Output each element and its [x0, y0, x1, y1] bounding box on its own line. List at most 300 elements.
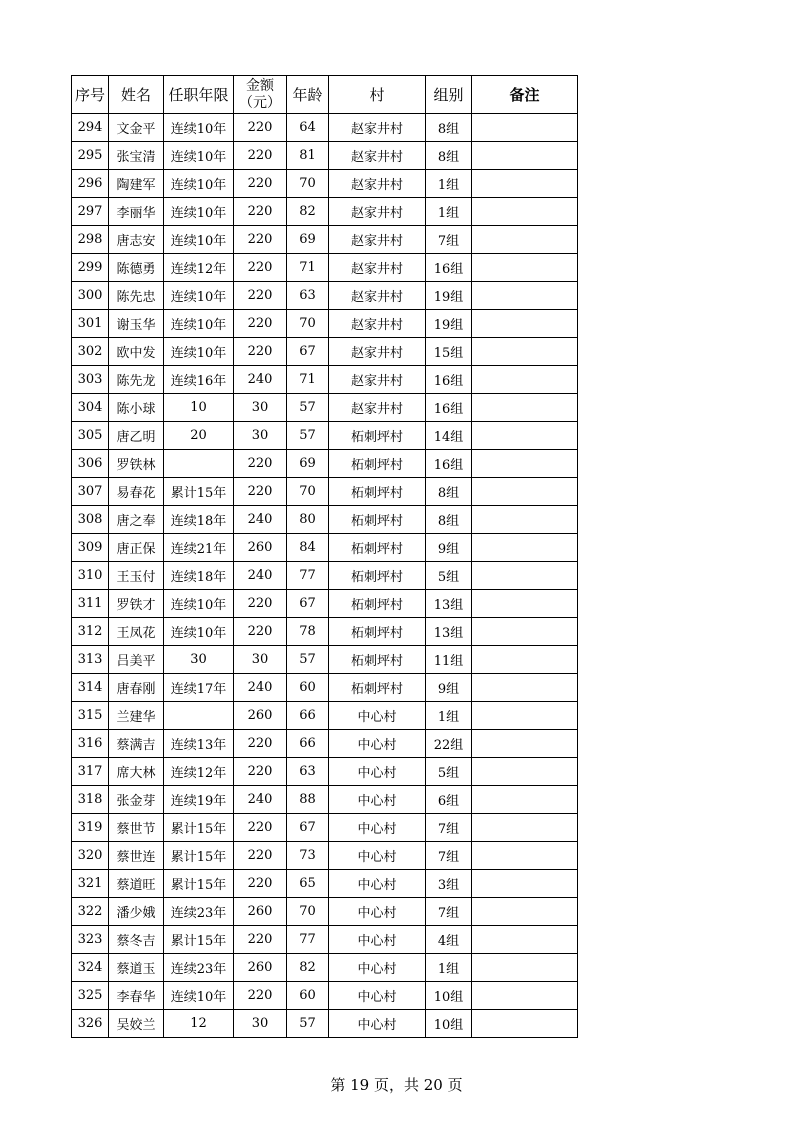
cell-amount: 220 — [234, 450, 287, 478]
cell-name: 唐乙明 — [109, 422, 164, 450]
cell-tenure: 连续23年 — [164, 898, 234, 926]
table-row — [72, 786, 578, 814]
cell-remarks — [472, 338, 578, 366]
cell-age: 57 — [287, 646, 329, 674]
cell-name: 李丽华 — [109, 198, 164, 226]
cell-age: 70 — [287, 478, 329, 506]
cell-village: 中心村 — [329, 1010, 426, 1038]
cell-index: 309 — [72, 534, 109, 562]
cell-amount: 220 — [234, 758, 287, 786]
cell-village: 柘刺坪村 — [329, 478, 426, 506]
cell-group: 1组 — [426, 954, 472, 982]
cell-age: 57 — [287, 394, 329, 422]
cell-village: 柘刺坪村 — [329, 674, 426, 702]
cell-village: 赵家井村 — [329, 198, 426, 226]
cell-tenure: 累计15年 — [164, 842, 234, 870]
cell-index: 303 — [72, 366, 109, 394]
cell-index: 299 — [72, 254, 109, 282]
cell-group: 10组 — [426, 982, 472, 1010]
cell-index: 302 — [72, 338, 109, 366]
cell-index: 307 — [72, 478, 109, 506]
cell-amount: 220 — [234, 870, 287, 898]
cell-name: 吴姣兰 — [109, 1010, 164, 1038]
table-row — [72, 170, 578, 198]
table-row — [72, 534, 578, 562]
cell-remarks — [472, 254, 578, 282]
cell-remarks — [472, 534, 578, 562]
cell-remarks — [472, 730, 578, 758]
cell-group: 9组 — [426, 674, 472, 702]
cell-remarks — [472, 898, 578, 926]
cell-name: 蔡道玉 — [109, 954, 164, 982]
cell-name: 李春华 — [109, 982, 164, 1010]
cell-age: 70 — [287, 170, 329, 198]
cell-village: 中心村 — [329, 842, 426, 870]
cell-remarks — [472, 394, 578, 422]
table-header — [72, 76, 578, 114]
cell-group: 3组 — [426, 870, 472, 898]
cell-village: 中心村 — [329, 814, 426, 842]
cell-name: 罗铁才 — [109, 590, 164, 618]
cell-age: 84 — [287, 534, 329, 562]
cell-index: 295 — [72, 142, 109, 170]
cell-tenure: 连续10年 — [164, 226, 234, 254]
cell-amount: 30 — [234, 394, 287, 422]
cell-index: 294 — [72, 114, 109, 142]
cell-remarks — [472, 870, 578, 898]
cell-index: 313 — [72, 646, 109, 674]
cell-group: 1组 — [426, 198, 472, 226]
cell-remarks — [472, 618, 578, 646]
cell-tenure: 10 — [164, 394, 234, 422]
cell-amount: 220 — [234, 814, 287, 842]
cell-remarks — [472, 926, 578, 954]
cell-group: 10组 — [426, 1010, 472, 1038]
cell-name: 罗铁林 — [109, 450, 164, 478]
table-row — [72, 198, 578, 226]
cell-village: 赵家井村 — [329, 366, 426, 394]
header-village: 村 — [329, 76, 426, 114]
cell-group: 13组 — [426, 590, 472, 618]
cell-group: 22组 — [426, 730, 472, 758]
cell-village: 赵家井村 — [329, 226, 426, 254]
table-row — [72, 758, 578, 786]
cell-name: 张宝清 — [109, 142, 164, 170]
cell-group: 8组 — [426, 142, 472, 170]
cell-index: 319 — [72, 814, 109, 842]
cell-amount: 220 — [234, 926, 287, 954]
cell-amount: 260 — [234, 702, 287, 730]
cell-group: 8组 — [426, 478, 472, 506]
table-row — [72, 870, 578, 898]
cell-name: 唐春刚 — [109, 674, 164, 702]
cell-age: 67 — [287, 590, 329, 618]
cell-remarks — [472, 674, 578, 702]
cell-name: 唐之奉 — [109, 506, 164, 534]
cell-village: 中心村 — [329, 870, 426, 898]
cell-remarks — [472, 1010, 578, 1038]
cell-tenure — [164, 450, 234, 478]
cell-age: 78 — [287, 618, 329, 646]
table-row — [72, 618, 578, 646]
cell-tenure: 连续10年 — [164, 198, 234, 226]
cell-tenure: 连续10年 — [164, 590, 234, 618]
table-row — [72, 310, 578, 338]
header-group: 组别 — [426, 76, 472, 114]
cell-tenure: 连续12年 — [164, 758, 234, 786]
cell-tenure: 连续17年 — [164, 674, 234, 702]
cell-group: 14组 — [426, 422, 472, 450]
cell-group: 7组 — [426, 814, 472, 842]
page-footer: 第 19 页，共 20 页 — [330, 1076, 463, 1094]
cell-tenure: 30 — [164, 646, 234, 674]
cell-village: 中心村 — [329, 786, 426, 814]
table-row — [72, 730, 578, 758]
cell-remarks — [472, 702, 578, 730]
cell-amount: 240 — [234, 786, 287, 814]
cell-amount: 220 — [234, 618, 287, 646]
cell-name: 席大林 — [109, 758, 164, 786]
table-row — [72, 674, 578, 702]
cell-tenure: 累计15年 — [164, 478, 234, 506]
cell-village: 柘刺坪村 — [329, 450, 426, 478]
cell-name: 王玉付 — [109, 562, 164, 590]
cell-index: 314 — [72, 674, 109, 702]
table-row — [72, 422, 578, 450]
cell-amount: 30 — [234, 646, 287, 674]
cell-index: 323 — [72, 926, 109, 954]
cell-group: 7组 — [426, 842, 472, 870]
cell-remarks — [472, 422, 578, 450]
header-amount: 金额（元） — [234, 76, 287, 114]
cell-group: 9组 — [426, 534, 472, 562]
cell-village: 柘刺坪村 — [329, 646, 426, 674]
cell-remarks — [472, 954, 578, 982]
cell-village: 柘刺坪村 — [329, 506, 426, 534]
cell-age: 60 — [287, 674, 329, 702]
cell-tenure: 连续10年 — [164, 114, 234, 142]
cell-group: 7组 — [426, 898, 472, 926]
cell-village: 中心村 — [329, 730, 426, 758]
cell-village: 中心村 — [329, 702, 426, 730]
cell-amount: 220 — [234, 114, 287, 142]
cell-index: 300 — [72, 282, 109, 310]
cell-remarks — [472, 198, 578, 226]
cell-tenure: 累计15年 — [164, 926, 234, 954]
cell-age: 69 — [287, 226, 329, 254]
cell-village: 赵家井村 — [329, 394, 426, 422]
header-tenure: 任职年限 — [164, 76, 234, 114]
cell-age: 70 — [287, 310, 329, 338]
cell-age: 80 — [287, 506, 329, 534]
cell-name: 陈先龙 — [109, 366, 164, 394]
table-row — [72, 254, 578, 282]
cell-tenure: 20 — [164, 422, 234, 450]
cell-index: 310 — [72, 562, 109, 590]
cell-name: 潘少娥 — [109, 898, 164, 926]
cell-name: 吕美平 — [109, 646, 164, 674]
cell-index: 320 — [72, 842, 109, 870]
cell-age: 71 — [287, 254, 329, 282]
cell-group: 13组 — [426, 618, 472, 646]
cell-age: 67 — [287, 338, 329, 366]
cell-remarks — [472, 282, 578, 310]
cell-remarks — [472, 450, 578, 478]
cell-amount: 220 — [234, 142, 287, 170]
cell-village: 赵家井村 — [329, 338, 426, 366]
cell-village: 中心村 — [329, 758, 426, 786]
cell-name: 蔡满吉 — [109, 730, 164, 758]
cell-index: 305 — [72, 422, 109, 450]
table-row — [72, 562, 578, 590]
cell-group: 15组 — [426, 338, 472, 366]
table-row — [72, 814, 578, 842]
cell-name: 蔡道旺 — [109, 870, 164, 898]
cell-tenure: 连续10年 — [164, 170, 234, 198]
cell-remarks — [472, 562, 578, 590]
cell-index: 298 — [72, 226, 109, 254]
cell-village: 柘刺坪村 — [329, 562, 426, 590]
cell-age: 69 — [287, 450, 329, 478]
cell-index: 311 — [72, 590, 109, 618]
cell-age: 73 — [287, 842, 329, 870]
cell-amount: 220 — [234, 338, 287, 366]
cell-tenure: 连续16年 — [164, 366, 234, 394]
cell-tenure: 连续13年 — [164, 730, 234, 758]
cell-tenure: 累计15年 — [164, 814, 234, 842]
table-row — [72, 226, 578, 254]
cell-group: 19组 — [426, 310, 472, 338]
cell-remarks — [472, 170, 578, 198]
table-row — [72, 1010, 578, 1038]
cell-group: 11组 — [426, 646, 472, 674]
cell-group: 7组 — [426, 226, 472, 254]
cell-age: 77 — [287, 926, 329, 954]
cell-age: 71 — [287, 366, 329, 394]
header-age: 年龄 — [287, 76, 329, 114]
cell-village: 柘刺坪村 — [329, 590, 426, 618]
table-row — [72, 590, 578, 618]
cell-amount: 220 — [234, 310, 287, 338]
cell-group: 6组 — [426, 786, 472, 814]
cell-age: 67 — [287, 814, 329, 842]
cell-amount: 220 — [234, 730, 287, 758]
cell-tenure: 连续10年 — [164, 338, 234, 366]
table-row — [72, 338, 578, 366]
cell-name: 蔡冬吉 — [109, 926, 164, 954]
cell-age: 88 — [287, 786, 329, 814]
header-index: 序号 — [72, 76, 109, 114]
header-name: 姓名 — [109, 76, 164, 114]
cell-group: 4组 — [426, 926, 472, 954]
cell-tenure: 连续10年 — [164, 282, 234, 310]
cell-village: 赵家井村 — [329, 310, 426, 338]
cell-village: 赵家井村 — [329, 254, 426, 282]
table-body — [72, 114, 578, 1038]
cell-index: 301 — [72, 310, 109, 338]
cell-name: 陶建军 — [109, 170, 164, 198]
cell-name: 陈小球 — [109, 394, 164, 422]
cell-index: 317 — [72, 758, 109, 786]
cell-remarks — [472, 842, 578, 870]
cell-age: 82 — [287, 954, 329, 982]
cell-amount: 260 — [234, 954, 287, 982]
cell-name: 蔡世连 — [109, 842, 164, 870]
table-row — [72, 506, 578, 534]
cell-amount: 260 — [234, 534, 287, 562]
cell-index: 316 — [72, 730, 109, 758]
cell-tenure: 连续23年 — [164, 954, 234, 982]
table-row — [72, 366, 578, 394]
data-table — [71, 75, 578, 1038]
cell-amount: 240 — [234, 366, 287, 394]
cell-index: 325 — [72, 982, 109, 1010]
cell-group: 16组 — [426, 366, 472, 394]
cell-remarks — [472, 758, 578, 786]
cell-name: 蔡世节 — [109, 814, 164, 842]
cell-tenure — [164, 702, 234, 730]
cell-remarks — [472, 478, 578, 506]
cell-tenure: 累计15年 — [164, 870, 234, 898]
cell-name: 唐正保 — [109, 534, 164, 562]
cell-remarks — [472, 366, 578, 394]
cell-name: 谢玉华 — [109, 310, 164, 338]
table-row — [72, 898, 578, 926]
cell-index: 296 — [72, 170, 109, 198]
cell-amount: 220 — [234, 842, 287, 870]
cell-village: 中心村 — [329, 982, 426, 1010]
cell-age: 57 — [287, 1010, 329, 1038]
cell-tenure: 连续21年 — [164, 534, 234, 562]
cell-amount: 30 — [234, 422, 287, 450]
cell-name: 兰建华 — [109, 702, 164, 730]
cell-village: 赵家井村 — [329, 170, 426, 198]
cell-index: 306 — [72, 450, 109, 478]
cell-tenure: 连续18年 — [164, 562, 234, 590]
cell-group: 5组 — [426, 562, 472, 590]
cell-village: 中心村 — [329, 954, 426, 982]
cell-amount: 240 — [234, 506, 287, 534]
cell-tenure: 连续12年 — [164, 254, 234, 282]
header-remarks: 备注 — [472, 76, 578, 114]
cell-group: 1组 — [426, 170, 472, 198]
cell-index: 297 — [72, 198, 109, 226]
cell-amount: 220 — [234, 282, 287, 310]
cell-age: 82 — [287, 198, 329, 226]
table-row — [72, 982, 578, 1010]
table-row — [72, 926, 578, 954]
table-row — [72, 394, 578, 422]
cell-age: 66 — [287, 730, 329, 758]
cell-group: 8组 — [426, 506, 472, 534]
cell-remarks — [472, 982, 578, 1010]
cell-remarks — [472, 114, 578, 142]
table-row — [72, 450, 578, 478]
table-row — [72, 478, 578, 506]
cell-amount: 220 — [234, 982, 287, 1010]
cell-index: 308 — [72, 506, 109, 534]
cell-index: 322 — [72, 898, 109, 926]
cell-village: 柘刺坪村 — [329, 618, 426, 646]
cell-name: 陈先忠 — [109, 282, 164, 310]
cell-name: 张金芽 — [109, 786, 164, 814]
cell-index: 315 — [72, 702, 109, 730]
cell-name: 文金平 — [109, 114, 164, 142]
cell-tenure: 连续10年 — [164, 310, 234, 338]
table-row — [72, 142, 578, 170]
cell-village: 中心村 — [329, 898, 426, 926]
cell-tenure: 连续10年 — [164, 142, 234, 170]
cell-group: 16组 — [426, 254, 472, 282]
cell-amount: 220 — [234, 254, 287, 282]
cell-age: 77 — [287, 562, 329, 590]
table-row — [72, 646, 578, 674]
cell-index: 321 — [72, 870, 109, 898]
cell-group: 5组 — [426, 758, 472, 786]
cell-group: 8组 — [426, 114, 472, 142]
cell-name: 易春花 — [109, 478, 164, 506]
cell-name: 王凤花 — [109, 618, 164, 646]
cell-remarks — [472, 226, 578, 254]
cell-age: 65 — [287, 870, 329, 898]
cell-village: 柘刺坪村 — [329, 422, 426, 450]
cell-index: 312 — [72, 618, 109, 646]
cell-amount: 240 — [234, 562, 287, 590]
cell-index: 318 — [72, 786, 109, 814]
cell-age: 63 — [287, 282, 329, 310]
cell-tenure: 12 — [164, 1010, 234, 1038]
cell-index: 326 — [72, 1010, 109, 1038]
cell-village: 赵家井村 — [329, 282, 426, 310]
cell-amount: 220 — [234, 226, 287, 254]
cell-group: 19组 — [426, 282, 472, 310]
cell-age: 81 — [287, 142, 329, 170]
cell-amount: 260 — [234, 898, 287, 926]
cell-remarks — [472, 142, 578, 170]
cell-tenure: 连续19年 — [164, 786, 234, 814]
cell-remarks — [472, 646, 578, 674]
cell-age: 63 — [287, 758, 329, 786]
cell-village: 赵家井村 — [329, 114, 426, 142]
cell-index: 304 — [72, 394, 109, 422]
cell-tenure: 连续10年 — [164, 982, 234, 1010]
cell-amount: 220 — [234, 478, 287, 506]
cell-age: 64 — [287, 114, 329, 142]
cell-remarks — [472, 814, 578, 842]
cell-amount: 240 — [234, 674, 287, 702]
table-row — [72, 282, 578, 310]
cell-amount: 220 — [234, 590, 287, 618]
cell-remarks — [472, 590, 578, 618]
cell-village: 柘刺坪村 — [329, 534, 426, 562]
table-row — [72, 842, 578, 870]
cell-age: 66 — [287, 702, 329, 730]
table-row — [72, 954, 578, 982]
cell-amount: 220 — [234, 170, 287, 198]
cell-remarks — [472, 506, 578, 534]
cell-name: 唐志安 — [109, 226, 164, 254]
table-row — [72, 114, 578, 142]
cell-group: 1组 — [426, 702, 472, 730]
table-row — [72, 702, 578, 730]
cell-name: 欧中发 — [109, 338, 164, 366]
cell-amount: 30 — [234, 1010, 287, 1038]
header-row — [72, 76, 578, 114]
cell-index: 324 — [72, 954, 109, 982]
cell-amount: 220 — [234, 198, 287, 226]
cell-age: 57 — [287, 422, 329, 450]
cell-tenure: 连续18年 — [164, 506, 234, 534]
